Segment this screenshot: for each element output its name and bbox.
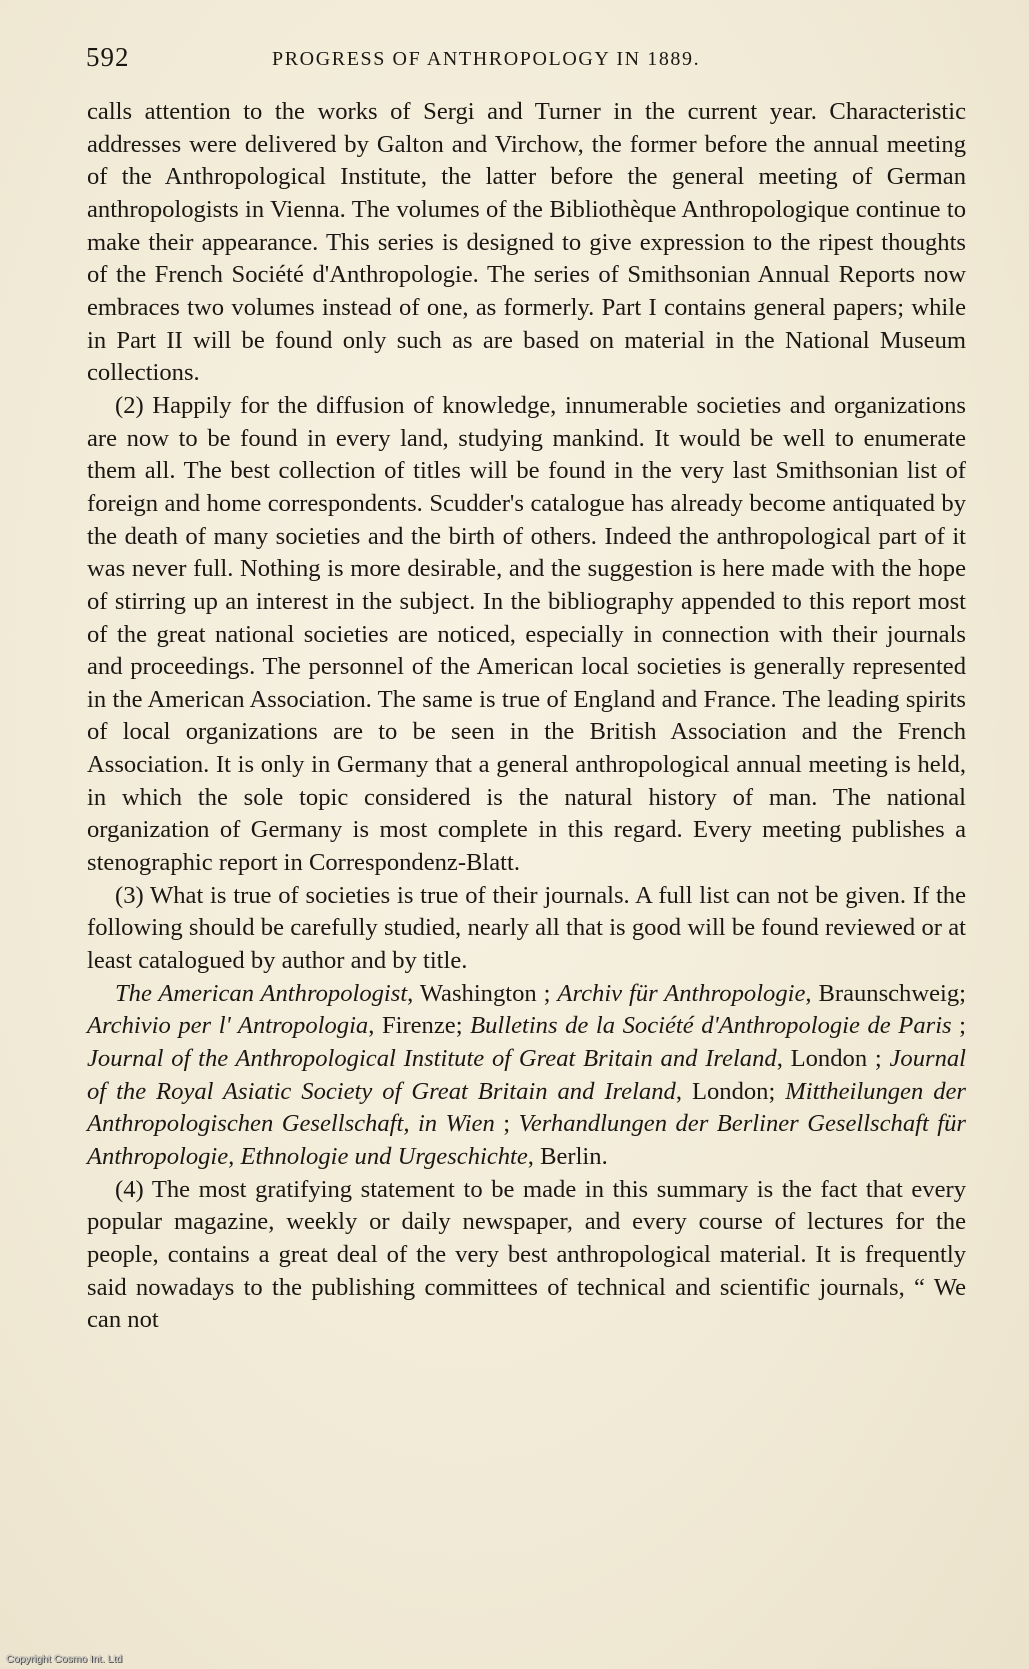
journal-title: Bulletins de la Société d'Anthropologie de Paris (470, 1012, 952, 1040)
journal-title: The American Anthropologist (115, 979, 408, 1007)
journal-place: Berlin (540, 1143, 602, 1170)
journal-title: Journal of the Anthropological Institute of Great Britain and Ireland (87, 1045, 777, 1073)
journal-place: Firenze (381, 1012, 456, 1040)
journal-place: Braunschweig (818, 979, 960, 1007)
journal-title: Journal of the Royal Asiatic Society of Great Britain and Ireland (87, 1045, 967, 1105)
journal-place: Washington (419, 979, 537, 1007)
paragraph-2: (2) Happily for the diffusion of knowledge, innumerable societies and organizations are now to be found in every land, studying mankind. It would be well to enumerate them all. The best collection of titles will be found in the very last Smithsonian list of foreign and home correspondents. Scudder's catalogue has already become antiquated by the death of many societies and the birth of others. Indeed the anthropological part of it was never full. Nothing is more desirable, and the suggestion is here made with the hope of stirring up an interest in the subject. In the bibliography appended to this report most of the great national societies are noticed, especially in connection with their journals and proceedings. The personnel of the American local societies is generally represented in the American Association. The same is true of England and France. The leading spirits of local organizations are to be seen in the British Association and the French Association. It is only in Germany that a general anthropological annual meeting is held, in which the sole topic considered is the natural history of man. The national organization of Germany is most complete in this regard. Every meeting publishes a stenographic report in Correspondenz-Blatt. (87, 391, 966, 877)
journal-title: Archiv für Anthropologie (557, 979, 806, 1007)
journal-title: Mittheilungen der Anthropologischen Gesellschaft, in Wien (87, 1077, 967, 1138)
page-number: 592 (86, 42, 130, 72)
copyright-watermark: Copyright Cosmo Int. Ltd (6, 1653, 123, 1665)
paragraph-3: (3) What is true of societies is true of their journals. A full list can not be given. If the following should be carefully studied, nearly all that is good will be found reviewed or at least catalogued by author and by title. (87, 881, 966, 975)
journal-place: London (790, 1045, 868, 1073)
paragraph-1: calls attention to the works of Sergi and Turner in the current year. Characteristic addresses were delivered by Galton and Virchow, the former before the annual meeting of the Anthropological Institute, the latter before the general meeting of German anthropologists in Vienna. The volumes of the Bibliothèque Anthropologique continue to make their appearance. This series is designed to give expression to the ripest thoughts of the French Société d'Anthropologie. The series of Smithsonian Annual Reports now embraces two volumes instead of one, as formerly. Part I contains general papers; while in Part II will be found only such as are based on material in the National Museum collections. (87, 98, 966, 387)
body-text (87, 96, 966, 1337)
running-head: PROGRESS OF ANTHROPOLOGY IN 1889. (272, 48, 701, 70)
journal-title: Archivio per l' Antropologia (87, 1012, 369, 1040)
paragraph-4: (4) The most gratifying statement to be made in this summary is the fact that every popular magazine, weekly or daily newspaper, and every course of lectures for the people, contains a great deal of the very best anthropological material. It is frequently said nowadays to the publishing committees of technical and scientific journals, “ We can not (87, 1175, 966, 1334)
journal-list: The American Anthropologist, Washington ; Archiv für Anthropologie, Braunschweig; Archivio per l' Antropologia, Firenze; Bulletins de la Société d'Anthropologie de Paris ; Journal of the Anthropological Institute of Great Britain and Ireland, London ; Journal of the Royal Asiatic Society of Great Britain and Ireland, London; Mittheilungen der Anthropologischen Gesellschaft, in Wien ; Verhandlungen der Berliner Gesellschaft für Anthropologie, Ethnologie und Urgeschichte, Berlin. (87, 979, 967, 1170)
journal-place: London (691, 1077, 769, 1105)
journal-title: Verhandlungen der Berliner Gesellschaft für Anthropologie, Ethnologie und Urgeschichte (87, 1110, 966, 1170)
page-header (86, 42, 968, 76)
